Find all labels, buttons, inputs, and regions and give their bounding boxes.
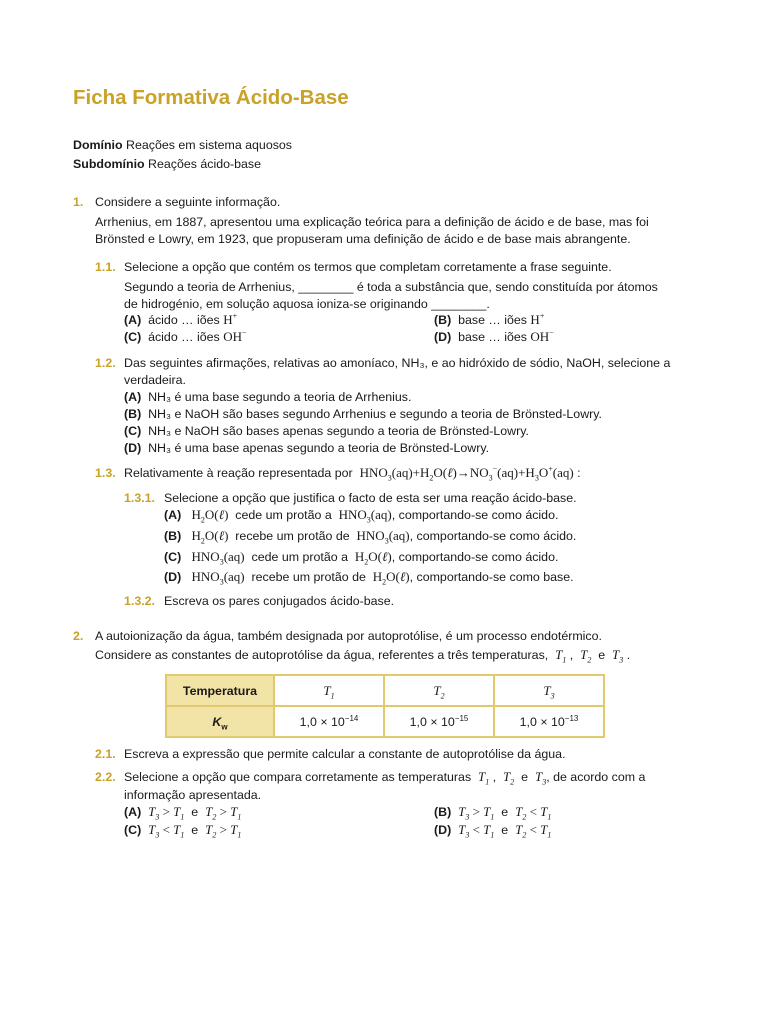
q1-number: 1. [73,195,84,209]
table-cell: $T_1$ [274,675,384,706]
q22-prompt: informação apresentada. [124,788,262,802]
table-header-cell: Temperatura [166,675,274,706]
q22-prompt: Selecione a opção que compara corretamente as temperaturas $T_1$ , $T_2$ e $T_3$, de acordo com a [124,769,646,787]
q22-option-d[interactable]: (D) $T_3 < T_1$ e $T_2 < T_1$ [434,822,552,840]
q132-prompt: Escreva os pares conjugados ácido-base. [164,594,395,608]
q11-option-a[interactable]: (A) ácido … iões H+ [124,311,238,327]
q11-number: 1.1. [95,260,116,274]
q2-text-line: A autoionização da água, também designada por autoprotólise, é um processo endotérmico. [95,629,602,643]
table-cell: $T_2$ [384,675,494,706]
q11-option-b[interactable]: (B) base … iões H+ [434,311,545,327]
q22-option-c[interactable]: (C) $T_3 < T_1$ e $T_2 > T_1$ [124,822,242,840]
table-cell: $1,0 \times 10^{-14}$ [274,706,384,737]
q131-option-a[interactable]: (A) $H_2O(\ell)$ cede um protão a $HNO_3(aq)$, comportando-se como ácido. [164,507,559,525]
kw-table [165,674,605,738]
q131-option-c[interactable]: (C) $HNO_3(aq)$ cede um protão a $H_2O(\ell)$, comportando-se como ácido. [164,549,559,567]
q21-number: 2.1. [95,747,116,761]
subdominio-line: Subdomínio Reações ácido-base [73,157,262,171]
q11-option-d[interactable]: (D) base … iões OH− [434,328,554,344]
dominio-line: Domínio Reações em sistema aquosos [73,138,292,152]
table-cell: $1,0 \times 10^{-15}$ [384,706,494,737]
q13-number: 1.3. [95,466,116,480]
table-cell: $1,0 \times 10^{-13}$ [494,706,604,737]
q131-number: 1.3.1. [124,491,156,505]
page-title: Ficha Formativa Ácido-Base [73,86,349,109]
table-row [166,706,604,737]
q13-prompt: Relativamente à reação representada por $HNO_3(aq)+H_2O(\ell)\to NO_3^-(aq)+H_3O^+(aq)$ : [124,464,581,483]
q1-intro: Considere a seguinte informação. [95,195,281,209]
q11-sentence: de hidrogénio, em solução aquosa ioniza-se originando ________. [124,297,490,311]
q11-sentence: Segundo a teoria de Arrhenius, ________ é toda a substância que, sendo constituída por átomos [124,280,658,294]
q12-option-a[interactable]: (A) NH₃ é uma base segundo a teoria de Arrhenius. [124,390,412,404]
q12-option-b[interactable]: (B) NH₃ e NaOH são bases segundo Arrhenius e segundo a teoria de Brönsted-Lowry. [124,407,602,421]
q12-number: 1.2. [95,356,116,370]
q11-option-c[interactable]: (C) ácido … iões OH− [124,328,247,344]
q12-prompt: Das seguintes afirmações, relativas ao amoníaco, NH₃, e ao hidróxido de sódio, NaOH, selecione a [124,356,671,370]
q12-prompt: verdadeira. [124,373,186,387]
q12-option-c[interactable]: (C) NH₃ e NaOH são bases apenas segundo a teoria de Brönsted-Lowry. [124,424,529,438]
q22-option-a[interactable]: (A) $T_3 > T_1$ e $T_2 > T_1$ [124,804,242,822]
q12-option-d[interactable]: (D) NH₃ é uma base apenas segundo a teoria de Brönsted-Lowry. [124,441,490,455]
table-cell: $T_3$ [494,675,604,706]
q11-prompt: Selecione a opção que contém os termos que completam corretamente a frase seguinte. [124,260,612,274]
q131-option-b[interactable]: (B) $H_2O(\ell)$ recebe um protão de $HNO_3(aq)$, comportando-se como ácido. [164,528,577,546]
q132-number: 1.3.2. [124,594,156,608]
reaction-equation: $HNO_3(aq)+H_2O(\ell)\to NO_3^-(aq)+H_3O^+(aq)$ [359,464,574,483]
q2-text-line: Considere as constantes de autoprotólise da água, referentes a três temperaturas, $T_1$ , $T_2$ e $T_3$ . [95,647,631,665]
q1-text-line: Arrhenius, em 1887, apresentou uma explicação teórica para a definição de ácido e de base, mas foi [95,215,649,229]
q131-option-d[interactable]: (D) $HNO_3(aq)$ recebe um protão de $H_2O(\ell)$, comportando-se como base. [164,569,574,587]
q22-number: 2.2. [95,770,116,784]
q2-number: 2. [73,629,84,643]
table-header-cell: $K_w$ [166,706,274,737]
table-row [166,675,604,706]
q21-prompt: Escreva a expressão que permite calcular a constante de autoprotólise da água. [124,747,566,761]
q22-option-b[interactable]: (B) $T_3 > T_1$ e $T_2 < T_1$ [434,804,552,822]
q131-prompt: Selecione a opção que justifica o facto de esta ser uma reação ácido-base. [164,491,577,505]
q1-text-line: Brönsted e Lowry, em 1923, que propuseram uma definição de ácido e de base mais abrangente. [95,232,631,246]
